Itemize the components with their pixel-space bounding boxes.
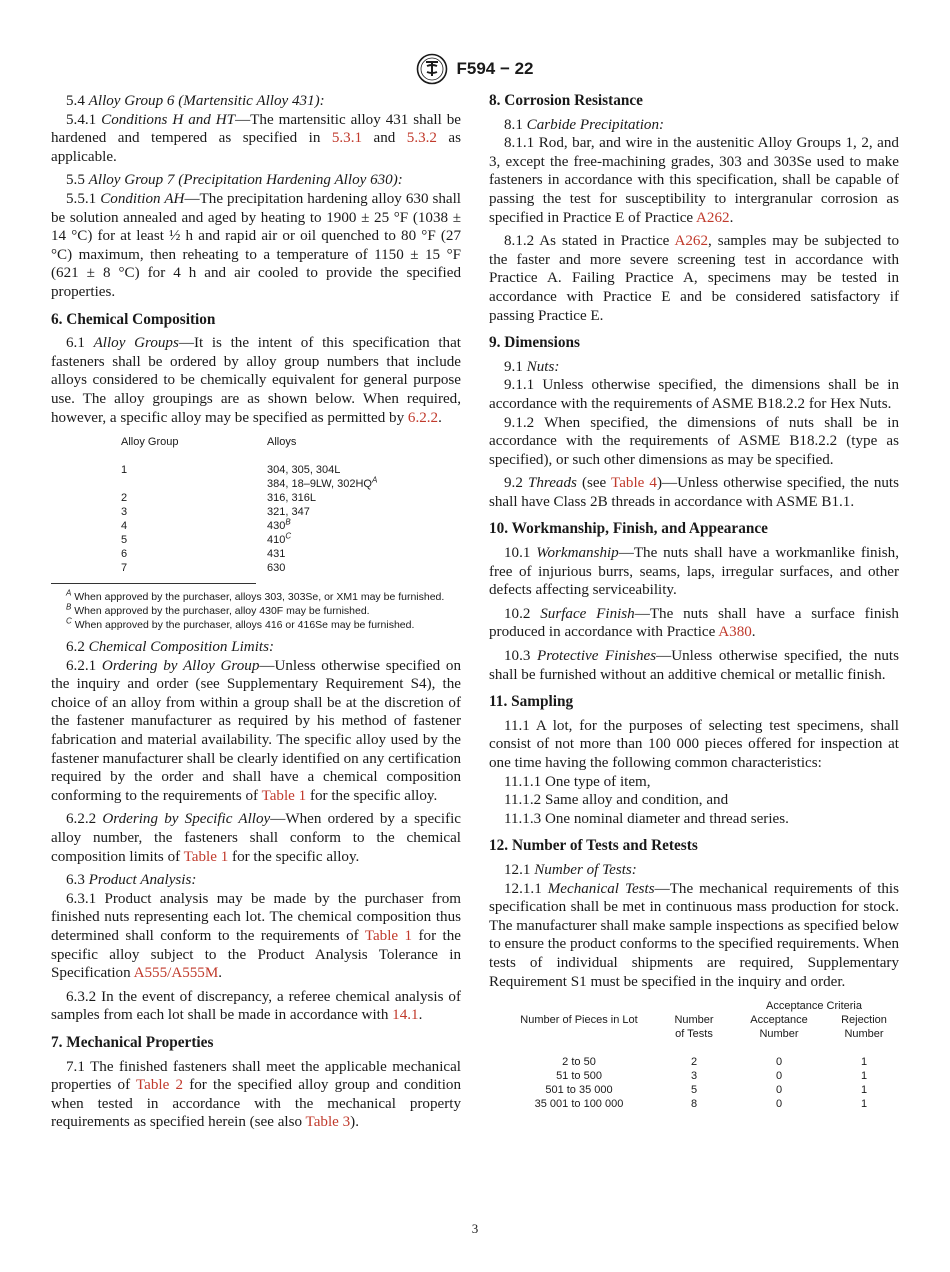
section-5-4: 5.4 Alloy Group 6 (Martensitic Alloy 431): bbox=[66, 93, 325, 109]
heading-sampling: 11. Sampling bbox=[489, 693, 574, 711]
table-row: 51 to 500 3 0 1 bbox=[556, 1070, 868, 1083]
table-row: 2 316, 316L bbox=[121, 492, 316, 505]
section-11-1-3: 11.1.3 One nominal diameter and thread series. bbox=[504, 810, 789, 827]
table-group-header: Acceptance Criteria bbox=[766, 1000, 862, 1013]
section-10-1: 10.1 Workmanship—The nuts shall have a workmanlike finish, free of injurious burrs, seams, laps, irregular surfaces, and other defects affecting serviceability. bbox=[489, 545, 899, 599]
section-9-1-1: 9.1.1 Unless otherwise specified, the dimensions shall be in accordance with the requirements of ASME B18.2.2 for Hex Nuts. bbox=[489, 377, 899, 412]
section-9-1-2: 9.1.2 When specified, the dimensions of nuts shall be in accordance with the requirements of ASME B18.2.2 (type as specified), or such other dimensions as may be specified. bbox=[489, 414, 899, 468]
right-column bbox=[489, 92, 899, 1111]
link-table-1[interactable]: Table 1 bbox=[261, 787, 307, 804]
table-header-row bbox=[121, 435, 377, 463]
table-header-row bbox=[499, 1013, 899, 1041]
footnote-divider bbox=[51, 583, 256, 584]
table-header: Number of Tests bbox=[674, 1014, 714, 1041]
link-14-1[interactable]: 14.1 bbox=[392, 1007, 419, 1024]
table-row: 35 001 to 100 000 8 0 1 bbox=[534, 1098, 868, 1111]
alloy-group-table bbox=[121, 435, 377, 575]
table-group-header-row bbox=[499, 999, 899, 1013]
section-11-1: 11.1 A lot, for the purposes of selecting test specimens, shall consist of not more than 100 000 pieces offered for inspection at one time having the following common characteristics: bbox=[489, 717, 899, 771]
link-table-3[interactable]: Table 3 bbox=[305, 1114, 351, 1131]
sampling-table bbox=[499, 999, 899, 1111]
section-5-4-1: 5.4.1 Conditions H and HT—The martensitic alloy 431 shall be hardened and tempered as specified in 5.3.1 and 5.3.2 as applicable. bbox=[51, 111, 461, 165]
section-12-1: 12.1 Number of Tests: bbox=[504, 861, 637, 878]
table-row: 384, 18–9LW, $302HQ^A$ bbox=[267, 475, 378, 491]
table-header: Rejection Number bbox=[841, 1014, 887, 1041]
section-6-3-1: 6.3.1 Product analysis may be made by the purchaser from finished nuts representing each lot. The chemical composition thus determined shall conform to the requirements of Table 1 for the specific alloy subject to the Product Analysis Tolerance in Specification A555/A555M. bbox=[51, 890, 461, 982]
section-11-1-1: 11.1.1 One type of item, bbox=[504, 773, 651, 790]
section-5-5: 5.5 Alloy Group 7 (Precipitation Hardening Alloy 630): bbox=[66, 172, 403, 189]
section-6-1: 6.1 Alloy Groups—It is the intent of this specification that fasteners shall be ordered by alloy group numbers that include alloys considered to be chemically equivalent for general purpose use. The alloy groupings are as shown below. When required, however, a specific alloy may be specified as permitted by 6.2.2. bbox=[51, 335, 461, 426]
section-8-1-1: 8.1.1 Rod, bar, and wire in the austenitic Alloy Groups 1, 2, and 3, except the free-machining grades, 303 and 303Se used to make fasteners in accordance with this specification, shall be capable of passing the test for susceptibility to intergranular corrosion as specified in Practice E of Practice A262. bbox=[489, 135, 899, 226]
link-a380[interactable]: A380 bbox=[718, 624, 752, 641]
table-row: 1 304, 305, 304L bbox=[121, 464, 341, 477]
section-9-1: 9.1 Nuts: bbox=[504, 358, 560, 375]
section-6-2: 6.2 Chemical Composition Limits: bbox=[66, 639, 274, 656]
section-9-2: 9.2 Threads (see Table 4)—Unless otherwise specified, the nuts shall have Class 2B threads in accordance with ASME B1.1. bbox=[489, 475, 899, 510]
section-7-1: 7.1 The finished fasteners shall meet the applicable mechanical properties of Table 2 for the specified alloy group and condition when tested in accordance with the mechanical property requirements as specified herein (see also Table 3). bbox=[51, 1058, 462, 1131]
heading-corrosion-resistance: 8. Corrosion Resistance bbox=[489, 92, 643, 109]
link-a262[interactable]: A262 bbox=[674, 233, 709, 250]
link-table-4[interactable]: Table 4 bbox=[611, 475, 657, 492]
astm-logo-icon bbox=[416, 53, 448, 85]
section-12-1-1: 12.1.1 Mechanical Tests—The mechanical requirements of this specification shall be met in continuous mass production for stock. The manufacturer shall make sample inspections as specified below to ensure the product conforms to the specified requirements. When tests of individual shipments are required, Supplementary Requirement S1 must be specified in the inquiry and order. bbox=[489, 880, 899, 990]
table-row: 5 $410^C$ bbox=[121, 531, 292, 547]
section-10-3: 10.3 Protective Finishes—Unless otherwise specified, the nuts shall be furnished without an additive chemical or metallic finish. bbox=[489, 648, 899, 683]
link-table-1[interactable]: Table 1 bbox=[183, 848, 229, 865]
heading-dimensions: 9. Dimensions bbox=[489, 334, 580, 352]
footnote-b: $^B$ When approved by the purchaser, alloy 430F may be furnished. bbox=[66, 602, 370, 618]
document-id: F594 − 22 bbox=[456, 59, 534, 78]
table-header: Alloys bbox=[267, 436, 297, 449]
link-a555[interactable]: A555/A555M bbox=[133, 965, 219, 982]
table-row: 6 431 bbox=[121, 548, 286, 561]
table-row: 4 $430^B$ bbox=[121, 517, 291, 533]
link-6-2-2[interactable]: 6.2.2 bbox=[407, 409, 439, 426]
page-header bbox=[0, 52, 950, 86]
section-6-2-1: 6.2.1 Ordering by Alloy Group—Unless otherwise specified on the inquiry and order (see Supplementary Requirement S4), the choice of an alloy from within a group shall be at the discretion of the fastener manufacturer as required by his method of fastener fabrication and material availability. The specific alloy used by the fastener manufacturer shall be clearly identified on any certification required by the order and shall have a chemical composition conforming to the requirements of Table 1 for the specific alloy. bbox=[51, 657, 461, 804]
table-header: Number of Pieces in Lot bbox=[520, 1014, 638, 1027]
footnote-a: $^A$ When approved by the purchaser, alloys 303, 303Se, or XM1 may be furnished. bbox=[66, 588, 445, 604]
link-a262[interactable]: A262 bbox=[696, 209, 730, 226]
section-6-2-2: 6.2.2 Ordering by Specific Alloy—When ordered by a specific alloy number, the fasteners shall conform to the chemical composition limits of Table 1 for the specific alloy. bbox=[51, 811, 461, 865]
section-5-5-1: 5.5.1 Condition AH—The precipitation hardening alloy 630 shall be solution annealed and aged by heating to 1900 ± 25 °F (1038 ± 14 °C) for at least ½ h and rapid air or oil quenched to 80 °F (27 °C) maximum, then reheating to a temperature of 1150 ± 15 °F (621 ± 8 °C) for 4 h and air cooled to provide the specified properties. bbox=[51, 190, 462, 300]
section-11-1-2: 11.1.2 Same alloy and condition, and bbox=[504, 792, 729, 809]
left-column bbox=[51, 92, 461, 1137]
table-header: Alloy Group bbox=[121, 436, 179, 449]
section-6-3: 6.3 Product Analysis: bbox=[66, 872, 197, 889]
heading-mechanical-properties: 7. Mechanical Properties bbox=[51, 1033, 214, 1051]
section-10-2: 10.2 Surface Finish—The nuts shall have a surface finish produced in accordance with Practice A380. bbox=[489, 605, 899, 641]
link-5-3-2[interactable]: 5.3.2 bbox=[406, 130, 437, 147]
table-header: Acceptance Number bbox=[750, 1014, 808, 1041]
section-8-1-2: 8.1.2 As stated in Practice A262, samples may be subjected to the faster and more severe screening test in accordance with Practice A. Failing Practice A, specimens may be tested in accordance with Practice E and be considered satisfactory if passing Practice E. bbox=[489, 233, 899, 324]
table-row: 7 630 bbox=[121, 562, 286, 575]
heading-workmanship: 10. Workmanship, Finish, and Appearance bbox=[489, 520, 768, 538]
section-6-3-2: 6.3.2 In the event of discrepancy, a referee chemical analysis of samples from each lot shall be made in accordance with 14.1. bbox=[51, 988, 461, 1024]
section-8-1: 8.1 Carbide Precipitation: bbox=[504, 116, 665, 133]
link-5-3-1[interactable]: 5.3.1 bbox=[331, 130, 363, 147]
table-row: 2 to 50 2 0 1 bbox=[562, 1056, 868, 1069]
table-row: 3 321, 347 bbox=[121, 506, 310, 519]
page-number: 3 bbox=[471, 1221, 479, 1236]
link-table-1[interactable]: Table 1 bbox=[364, 928, 413, 944]
heading-chemical-composition: 6. Chemical Composition bbox=[51, 310, 216, 328]
link-table-2[interactable]: Table 2 bbox=[136, 1077, 184, 1094]
heading-tests-retests: 12. Number of Tests and Retests bbox=[489, 837, 698, 855]
footnote-c: $^C$ When approved by the purchaser, alloys 416 or 416Se may be furnished. bbox=[66, 616, 415, 632]
table-row: 501 to 35 000 5 0 1 bbox=[545, 1084, 868, 1097]
